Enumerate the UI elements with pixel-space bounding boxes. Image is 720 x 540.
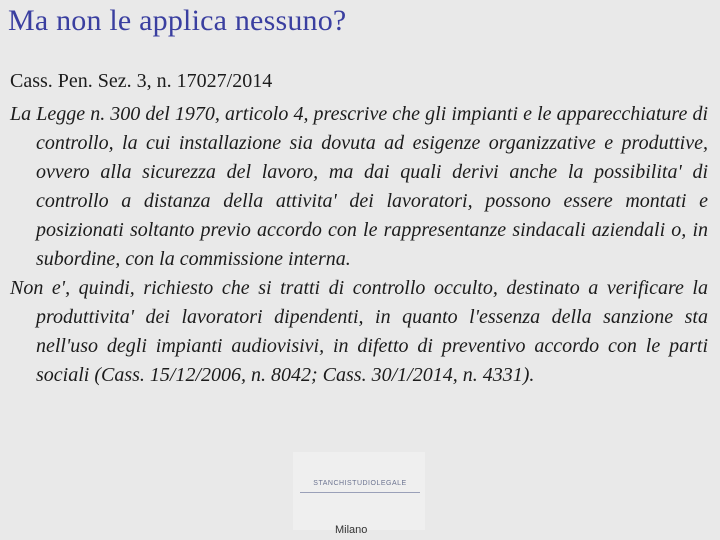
slide-body bbox=[10, 68, 708, 390]
studio-logo: STANCHISTUDIOLEGALE bbox=[313, 480, 407, 487]
footer-logo-box bbox=[293, 452, 425, 530]
slide-title: Ma non le applica nessuno? bbox=[8, 4, 347, 37]
paragraph-law: La Legge n. 300 del 1970, articolo 4, prescrive che gli impianti e le apparecchiature di controllo, la cui installazione sia dovuta ad esigenze organizzative e produttive, ovvero alla sicurezza del lavoro, ma dai quali derivi anche la possibilita' di controllo a distanza della attivita' dei lavoratori, possono essere montati e posizionati soltanto previo accordo con le rappresentanze sindacali aziendali o, in subordine, con la commissione interna. bbox=[10, 103, 708, 270]
paragraph-ruling: Non e', quindi, richiesto che si tratti di controllo occulto, destinato a verificare la produttivita' dei lavoratori dipendenti, in quanto l'essenza della sanzione sta nell'uso degli impianti audiovisivi, in difetto di preventivo accordo con le parti sociali (Cass. 15/12/2006, n. 8042; Cass. 30/1/2014, n. 4331). bbox=[10, 277, 708, 386]
logo-divider bbox=[300, 492, 420, 493]
footer-city: Milano bbox=[335, 524, 368, 536]
case-reference: Cass. Pen. Sez. 3, n. 17027/2014 bbox=[10, 70, 273, 92]
